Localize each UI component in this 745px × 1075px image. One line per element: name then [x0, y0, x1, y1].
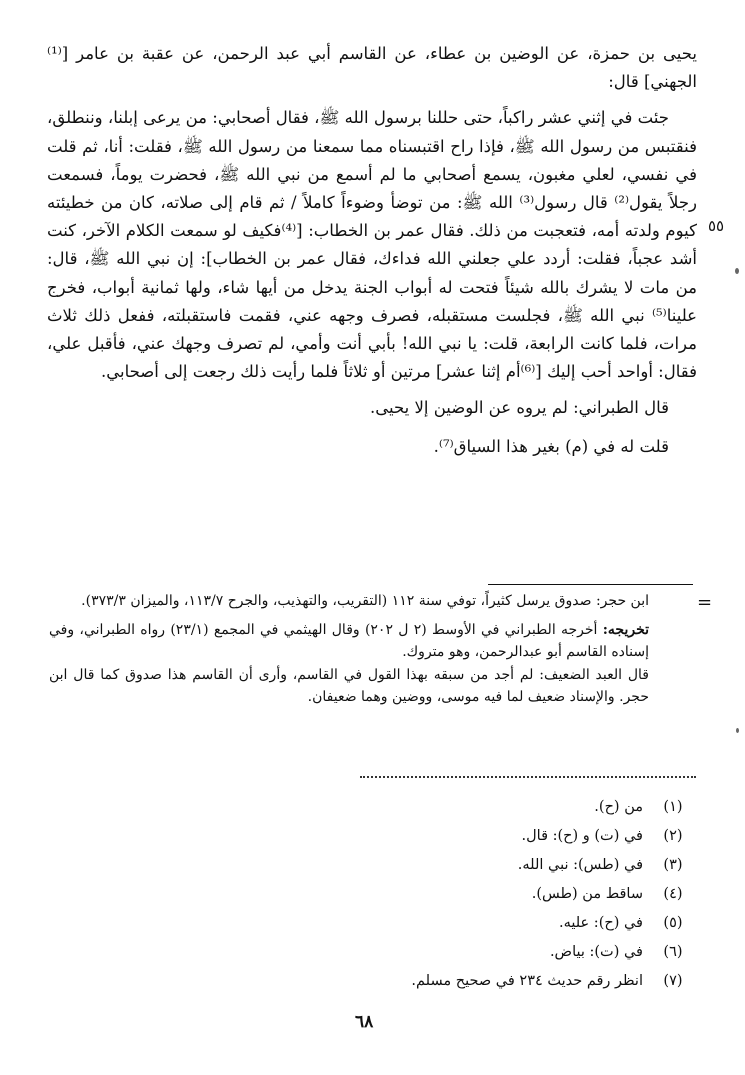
- footnote-ibn-hajar: ابن حجر: صدوق يرسل كثيراً، توفي سنة ١١٢ (التقريب، والتهذيب، والجرح ١١٣/٧، والميزان ٣٧٣/٣).: [81, 593, 649, 609]
- footnote-author-opinion: قال العبد الضعيف: لم أجد من سبقه بهذا القول في القاسم، وأرى أن القاسم هذا صدوق كما قال ابن حجر. والإسناد ضعيف لما فيه موسى، ووضين وهما ضعيفان.: [49, 666, 649, 705]
- note-text: في (ت) و (ح): قال.: [521, 827, 643, 844]
- margin-number: ٥٥: [708, 217, 725, 235]
- scan-speck: [735, 268, 739, 274]
- takhrij-text: أخرجه الطبراني في الأوسط (٢ ل ٢٠٢) وقال الهيثمي في المجمع (٢٣/١) رواه الطبراني، وفي إسناده القاسم أبو عبدالرحمن، وهو متروك.: [49, 621, 649, 660]
- continuation-mark: =: [697, 592, 713, 613]
- note-item: [97, 821, 697, 850]
- footnotes-block: [49, 590, 649, 709]
- note-number: (٣): [663, 856, 683, 873]
- note-number: (١): [663, 798, 683, 815]
- note-item: [97, 792, 697, 821]
- takhrij-label: تخريجه:: [602, 621, 649, 638]
- scan-speck: [736, 728, 739, 733]
- note-text: في (ت): بياض.: [549, 943, 643, 960]
- note-text: في (ح): عليه.: [558, 914, 643, 931]
- note-number: (٤): [663, 885, 683, 902]
- note-text: من (ح).: [594, 798, 643, 815]
- note-item: [97, 850, 697, 879]
- hadith-chain: يحيى بن حمزة، عن الوضين بن عطاء، عن القاسم أبي عبد الرحمن، عن عقبة بن عامر [⁽¹⁾الجهني] قال:: [47, 44, 697, 92]
- footnote-takhrij: [49, 619, 649, 664]
- page-number: ٦٨: [355, 1012, 374, 1032]
- note-text: ساقط من (طس).: [531, 885, 643, 902]
- main-text: [47, 40, 697, 461]
- note-item: [97, 908, 697, 937]
- footnote-separator: [488, 584, 693, 585]
- dotted-separator: [360, 776, 696, 778]
- note-number: (٥): [663, 914, 683, 931]
- hadith-body: جئت في إثني عشر راكباً، حتى حللنا برسول الله ﷺ، فقال أصحابي: من يرعى إبلنا، وننطلق، فنقتبس من رسول الله ﷺ، فإذا راح اقتبسناه مما سمعنا من رسول الله ﷺ، فقلت: أنا، ثم قلت في نفسي، لعلي مغبون، يسمع أصحابي ما لم أسمع من نبي الله ﷺ، فحضرت يوماً، فسمعت رجلاً يقول⁽²⁾ قال رسول⁽³⁾ الله ﷺ: من توضأ وضوءاً كاملاً / ثم قام إلى صلاته، كان من خطيئته كيوم ولدته أمه، فتعجبت من ذلك. فقال عمر بن الخطاب: [⁽⁴⁾فكيف لو سمعت الكلام الآخر، كنت أشد عجباً، فقلت: أردد علي جعلني الله فداءك، فقال عمر بن الخطاب]: إن نبي الله ﷺ، قال: من مات لا يشرك بالله شيئاً فتحت له أبواب الجنة يدخل من أيها شاء، ولها ثمانية أبواب، فخرج علينا⁽⁵⁾ نبي الله ﷺ، فجلست مستقبله، فصرف وجهه عني، فقمت فاستقبلته، ففعل ذلك ثلاث مرات، فلما كانت الرابعة، قلت: يا نبي الله! بأبي أنت وأمي، لم تصرف وجهك عني، فأقبل علي، فقال: أواحد أحب إليك [⁽⁶⁾أم إثنا عشر] مرتين أو ثلاثاً فلما رأيت ذلك رجعت إلى أصحابي.: [47, 108, 698, 382]
- note-number: (٧): [663, 972, 683, 989]
- note-item: [97, 937, 697, 966]
- author-remark: قلت له في (م) بغير هذا السياق⁽⁷⁾.: [433, 436, 669, 456]
- note-item: [97, 879, 697, 908]
- note-text: في (طس): نبي الله.: [517, 856, 643, 873]
- note-number: (٢): [663, 827, 683, 844]
- note-text: انظر رقم حديث ٢٣٤ في صحيح مسلم.: [411, 972, 643, 989]
- note-number: (٦): [663, 943, 683, 960]
- variant-notes: [97, 792, 697, 995]
- tabarani-remark: قال الطبراني: لم يروه عن الوضين إلا يحيى.: [370, 398, 669, 418]
- note-item: [97, 966, 697, 995]
